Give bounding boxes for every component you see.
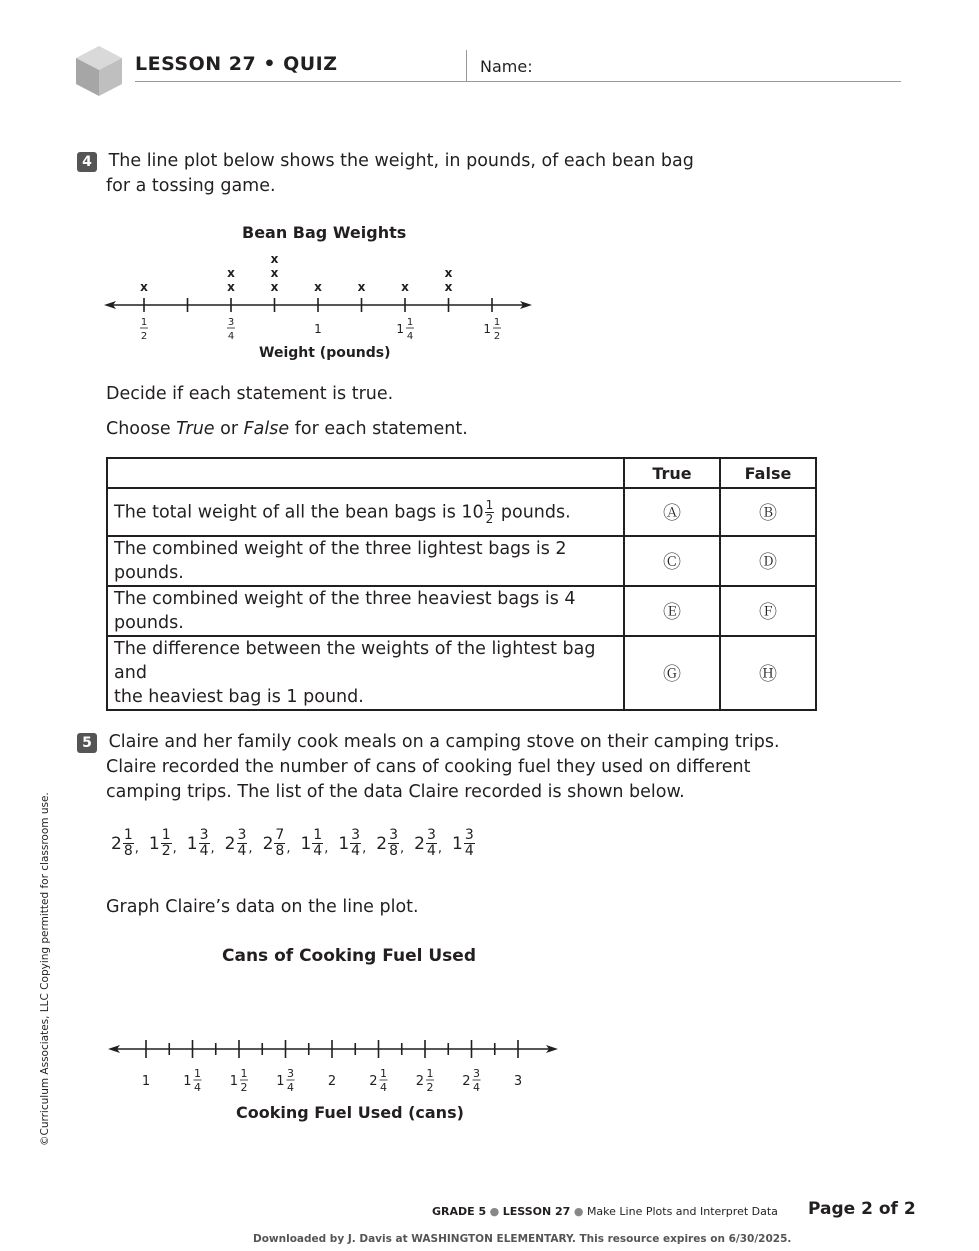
data-mark-x: x xyxy=(314,280,322,294)
option-b[interactable]: Ⓑ xyxy=(720,488,816,536)
statement: The total weight of all the bean bags is 10 $\frac{1}{2}$ pounds. xyxy=(107,488,624,536)
graph-instruction: Graph Claire’s data on the line plot. xyxy=(106,897,419,917)
option-g[interactable]: Ⓖ xyxy=(624,636,720,710)
data-mark-x: x xyxy=(270,266,279,280)
plot1-title: Bean Bag Weights xyxy=(242,223,407,242)
download-notice: Downloaded by J. Davis at WASHINGTON ELEMENTARY. This resource expires on 6/30/2025. xyxy=(253,1233,792,1245)
option-d[interactable]: Ⓓ xyxy=(720,536,816,586)
tick-label-denominator: 4 xyxy=(406,331,414,342)
data-value: 2 $\frac{3}{8}$ , xyxy=(376,827,405,859)
data-value: 2 $\frac{7}{8}$ , xyxy=(262,827,291,859)
data-mark-x: x xyxy=(401,280,409,294)
name-label: Name: xyxy=(480,57,533,76)
tick-label-denominator: 2 xyxy=(426,1081,434,1094)
col-false: False xyxy=(720,458,816,488)
plot2-xlabel: Cooking Fuel Used (cans) xyxy=(236,1103,464,1122)
data-value: 2 $\frac{3}{4}$ , xyxy=(224,827,253,859)
tick-label-denominator: 4 xyxy=(380,1081,387,1094)
option-c[interactable]: Ⓒ xyxy=(624,536,720,586)
col-true: True xyxy=(624,458,720,488)
tick-label: 1 xyxy=(141,1074,151,1089)
tick-label-denominator: 4 xyxy=(287,1081,294,1094)
true-false-table xyxy=(106,457,817,711)
data-value: 1 $\frac{1}{4}$ , xyxy=(300,827,329,859)
plot1-xlabel: Weight (pounds) xyxy=(259,345,391,361)
tick-label: 1 xyxy=(314,322,322,336)
question-5-prompt: 5 Claire and her family cook meals on a camping stove on their camping trips. Claire recorded the number of cans of cooking fuel they used on different camping trips. The list of the data Claire recorded is shown below. xyxy=(77,730,780,805)
tick-label-numerator: 1 xyxy=(426,1067,434,1080)
tick-label-whole: 2 xyxy=(462,1074,471,1089)
data-mark-x: x xyxy=(270,280,279,294)
tick-label-whole: 2 xyxy=(415,1074,424,1089)
instruction-decide: Decide if each statement is true. xyxy=(106,384,394,404)
data-value: 1 $\frac{3}{4}$ , xyxy=(186,827,215,859)
question-4-prompt: 4 The line plot below shows the weight, in pounds, of each bean bag for a tossing game. xyxy=(77,149,694,199)
option-e[interactable]: Ⓔ xyxy=(624,586,720,636)
tick-label-numerator: 1 xyxy=(406,317,414,328)
tick-label: 2 xyxy=(327,1074,337,1089)
tick-label-numerator: 3 xyxy=(473,1067,480,1080)
statement: The combined weight of the three lightest bags is 2 pounds. xyxy=(107,536,624,586)
question-number: 4 xyxy=(77,152,97,172)
tick-label-denominator: 4 xyxy=(473,1081,480,1094)
tick-label-whole: 1 xyxy=(276,1074,285,1089)
tick-label-whole: 1 xyxy=(396,322,404,336)
data-mark-x: x xyxy=(357,280,366,294)
statement: The combined weight of the three heaviest bags is 4 pounds. xyxy=(107,586,624,636)
plot2-title: Cans of Cooking Fuel Used xyxy=(222,946,477,966)
tick-label-numerator: 1 xyxy=(240,1067,248,1080)
data-value: 2 $\frac{1}{8}$ , xyxy=(111,827,139,859)
tick-label-denominator: 2 xyxy=(240,1081,248,1094)
instruction-choose: Choose True or False for each statement. xyxy=(106,419,468,439)
data-value: 1 $\frac{1}{2}$ , xyxy=(148,827,177,859)
fuel-data-list xyxy=(111,828,486,859)
option-h[interactable]: Ⓗ xyxy=(720,636,816,710)
option-f[interactable]: Ⓕ xyxy=(720,586,816,636)
header-divider xyxy=(466,50,467,82)
data-mark-x: x xyxy=(227,266,235,280)
tick-label-numerator: 1 xyxy=(380,1067,387,1080)
option-a[interactable]: Ⓐ xyxy=(624,488,720,536)
copyright-side: ©Curriculum Associates, LLC Copying permitted for classroom use. xyxy=(39,792,51,1146)
data-mark-x: x xyxy=(140,280,148,294)
tick-label-numerator: 1 xyxy=(493,317,501,328)
tick-label-numerator: 1 xyxy=(194,1067,201,1080)
data-value: 1 $\frac{3}{4}$ , xyxy=(338,827,367,859)
data-value: 1 $\frac{3}{4}$ xyxy=(452,827,474,859)
tick-label-denominator: 2 xyxy=(140,331,148,342)
tick-label-denominator: 4 xyxy=(194,1081,201,1094)
fuel-line-plot[interactable] xyxy=(100,1030,570,1100)
tick-label-denominator: 2 xyxy=(493,331,501,342)
question-number: 5 xyxy=(77,733,97,753)
tick-label-numerator: 1 xyxy=(140,317,148,328)
page-number: Page 2 of 2 xyxy=(808,1199,916,1219)
tick-label-denominator: 4 xyxy=(227,331,235,342)
statement: The difference between the weights of the lightest bag and the heaviest bag is 1 pound. xyxy=(107,636,624,710)
tick-label: 3 xyxy=(513,1074,523,1089)
data-mark-x: x xyxy=(444,280,453,294)
bean-bag-line-plot xyxy=(100,245,540,345)
tick-label-whole: 2 xyxy=(369,1074,378,1089)
data-mark-x: x xyxy=(227,280,235,294)
footer-info: GRADE 5 ● LESSON 27 ● Make Line Plots and Interpret Data xyxy=(432,1205,778,1218)
lesson-title: LESSON 27 • QUIZ xyxy=(135,53,338,75)
data-value: 2 $\frac{3}{4}$ , xyxy=(414,827,443,859)
header-rule xyxy=(135,81,901,82)
data-mark-x: x xyxy=(444,266,453,280)
tick-label-numerator: 3 xyxy=(227,317,235,328)
tick-label-whole: 1 xyxy=(183,1074,192,1089)
data-mark-x: x xyxy=(270,252,279,266)
cube-logo-icon xyxy=(74,44,124,98)
tick-label-numerator: 3 xyxy=(287,1067,294,1080)
tick-label-whole: 1 xyxy=(483,322,491,336)
tick-label-whole: 1 xyxy=(229,1074,238,1089)
